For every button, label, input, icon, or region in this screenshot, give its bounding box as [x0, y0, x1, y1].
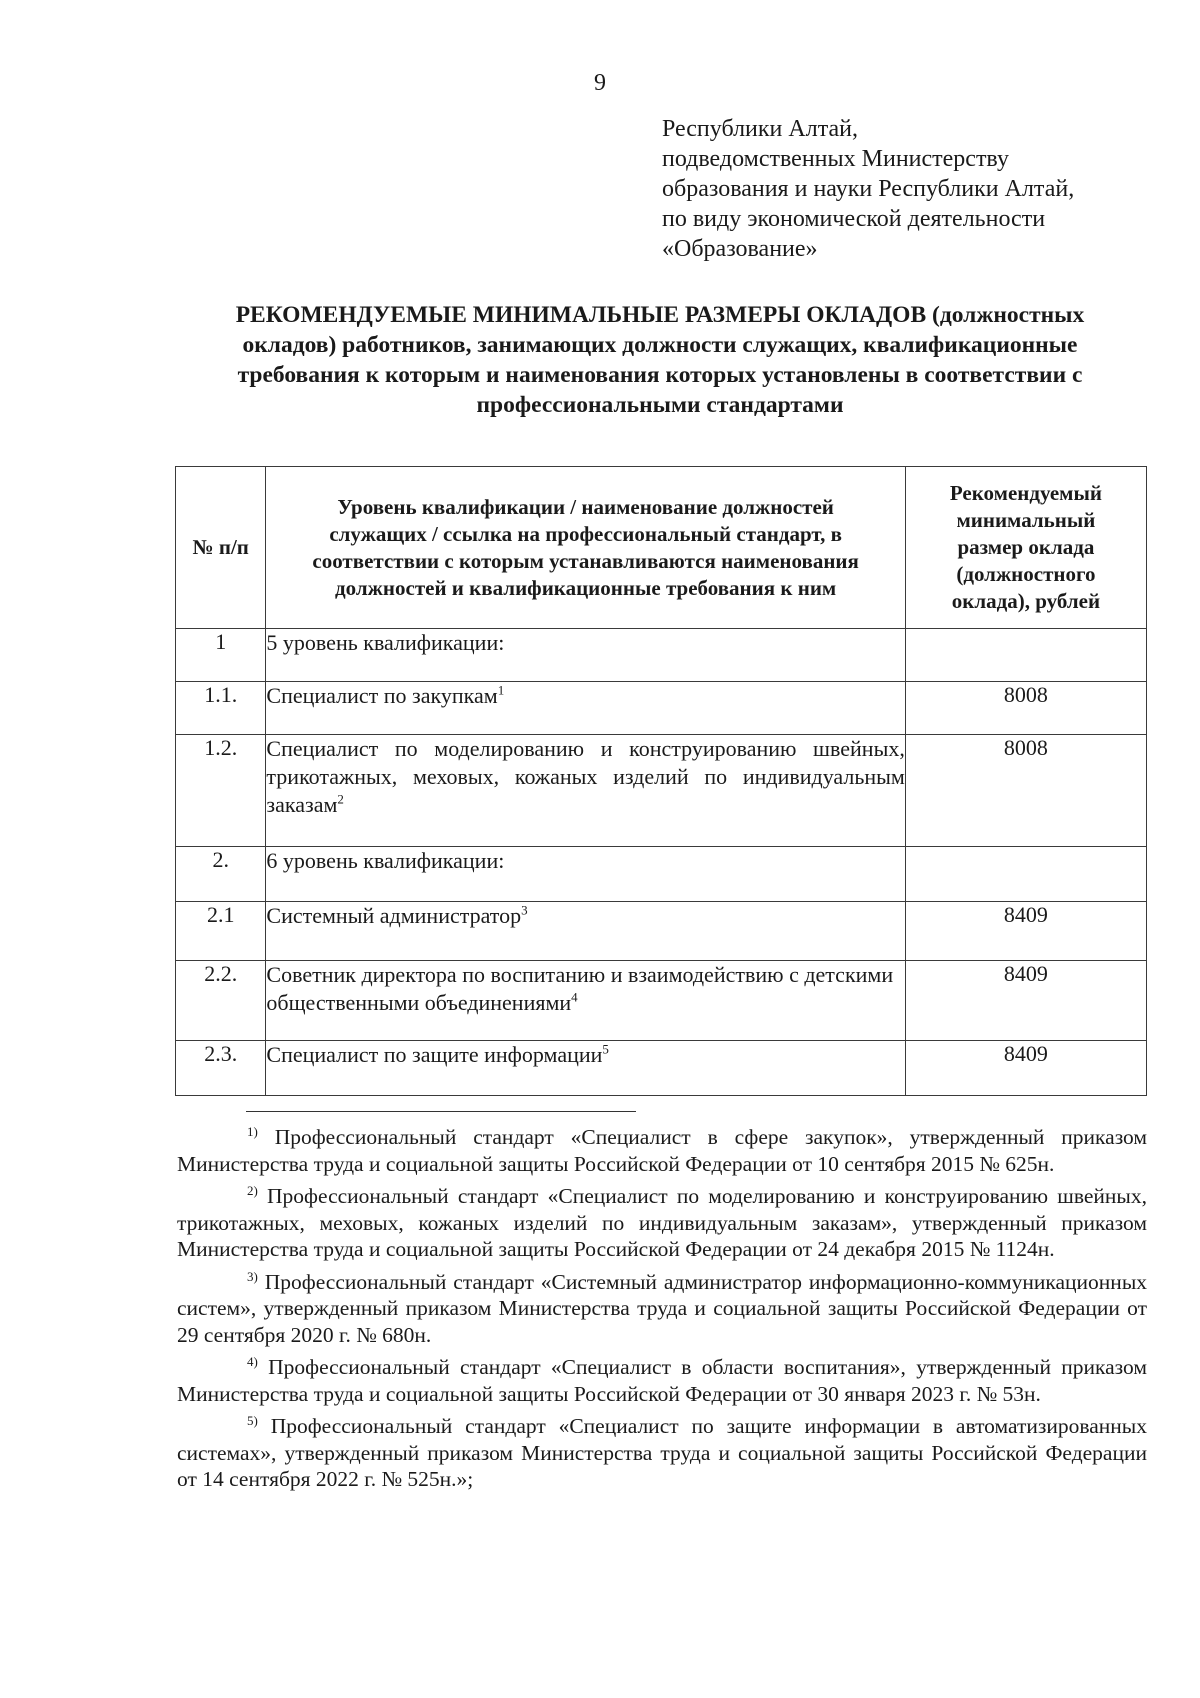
footnote-ref: 4 [571, 989, 578, 1005]
footnote-mark: 3) [247, 1268, 258, 1284]
cell-num: 1.1. [176, 682, 266, 735]
salary-table [175, 466, 1147, 1096]
page-number: 9 [594, 70, 606, 96]
table-row [176, 629, 1147, 682]
table-header-row [176, 467, 1147, 629]
table-row [176, 1041, 1147, 1096]
address-block [662, 114, 1162, 264]
cell-num: 1.2. [176, 735, 266, 847]
cell-salary: 8409 [905, 902, 1146, 961]
cell-num: 2.1 [176, 902, 266, 961]
address-line: Республики Алтай, [662, 116, 858, 142]
footnotes [177, 1124, 1147, 1499]
cell-num: 2. [176, 847, 266, 902]
footnote-mark: 4) [247, 1353, 258, 1369]
title-line: окладов) работников, занимающих должности служащих, квалификационные [242, 332, 1078, 358]
cell-num: 1 [176, 629, 266, 682]
cell-num: 2.3. [176, 1041, 266, 1096]
footnote: $^{1)}$ Профессиональный стандарт «Специалист в сфере закупок», утвержденный приказом Министерства труда и социальной защиты Российской Федерации от 10 сентября 2015 № 625н. [177, 1123, 1148, 1176]
table-row [176, 902, 1147, 961]
footnote-divider [246, 1111, 636, 1112]
table-row [176, 735, 1147, 847]
footnote-mark: 2) [247, 1182, 258, 1198]
footnote-ref: 1 [497, 682, 505, 698]
cell-salary: 8008 [905, 735, 1146, 847]
cell-salary: 8409 [905, 961, 1146, 1041]
footnote: $^{3)}$ Профессиональный стандарт «Системный администратор информационно-коммуникационных систем», утвержденный приказом Министерства труда и социальной защиты Российской Федерации от 29 сентября 2020 г. № 680н. [177, 1268, 1148, 1347]
header-num: № п/п [176, 467, 266, 629]
cell-salary: 8409 [905, 1041, 1146, 1096]
header-name: Уровень квалификации / наименование должностей служащих / ссылка на профессиональный стандарт, в соответствии с которым устанавливаются наименования должностей и квалификационные требования к ним [266, 467, 905, 629]
cell-salary [905, 629, 1146, 682]
document-title [170, 300, 1150, 420]
cell-name: Специалист по закупкам$^1$ [266, 682, 905, 735]
footnote-ref: 5 [602, 1041, 609, 1057]
title-line: требования к которым и наименования которых установлены в соответствии с [237, 362, 1083, 388]
address-line: по виду экономической деятельности [662, 206, 1046, 232]
footnote-mark: 1) [247, 1123, 258, 1139]
cell-num: 2.2. [176, 961, 266, 1041]
title-line: РЕКОМЕНДУЕМЫЕ МИНИМАЛЬНЫЕ РАЗМЕРЫ ОКЛАДОВ (должностных [235, 302, 1085, 328]
cell-name: Специалист по защите информации$^5$ [266, 1041, 905, 1096]
cell-name: Системный администратор$^3$ [266, 902, 905, 961]
cell-salary [905, 847, 1146, 902]
table-row [176, 682, 1147, 735]
table-row [176, 961, 1147, 1041]
title-line: профессиональными стандартами [476, 392, 844, 418]
address-line: подведомственных Министерству [662, 146, 1009, 172]
cell-name: Советник директора по воспитанию и взаимодействию с детскими общественными объединениями$^4$ [266, 961, 905, 1041]
footnote: $^{5)}$ Профессиональный стандарт «Специалист по защите информации в автоматизированных системах», утвержденный приказом Министерства труда и социальной защиты Российской Федерации от 14 сентября 2022 г. № 525н.»; [177, 1412, 1147, 1491]
header-salary: Рекомендуемый минимальный размер оклада (должностного оклада), рублей [905, 467, 1146, 629]
table-row [176, 847, 1147, 902]
cell-name: 6 уровень квалификации: [266, 847, 905, 902]
cell-name: 5 уровень квалификации: [266, 629, 905, 682]
footnote: $^{4)}$ Профессиональный стандарт «Специалист в области воспитания», утвержденный приказом Министерства труда и социальной защиты Российской Федерации от 30 января 2023 г. № 53н. [177, 1353, 1147, 1406]
cell-salary: 8008 [905, 682, 1146, 735]
footnote-ref: 2 [337, 791, 344, 807]
address-line: образования и науки Республики Алтай, [662, 176, 1075, 202]
address-line: «Образование» [662, 236, 818, 262]
footnote-mark: 5) [247, 1412, 258, 1428]
footnote-ref: 3 [521, 902, 528, 918]
cell-name: Специалист по моделированию и конструированию швейных, трикотажных, меховых, кожаных изделий по индивидуальным заказам$^2$ [266, 735, 905, 847]
footnote: $^{2)}$ Профессиональный стандарт «Специалист по моделированию и конструированию швейных, трикотажных, меховых, кожаных изделий по индивидуальным заказам», утвержденный приказом Министерства труда и социальной защиты Российской Федерации от 24 декабря 2015 № 1124н. [177, 1182, 1147, 1261]
